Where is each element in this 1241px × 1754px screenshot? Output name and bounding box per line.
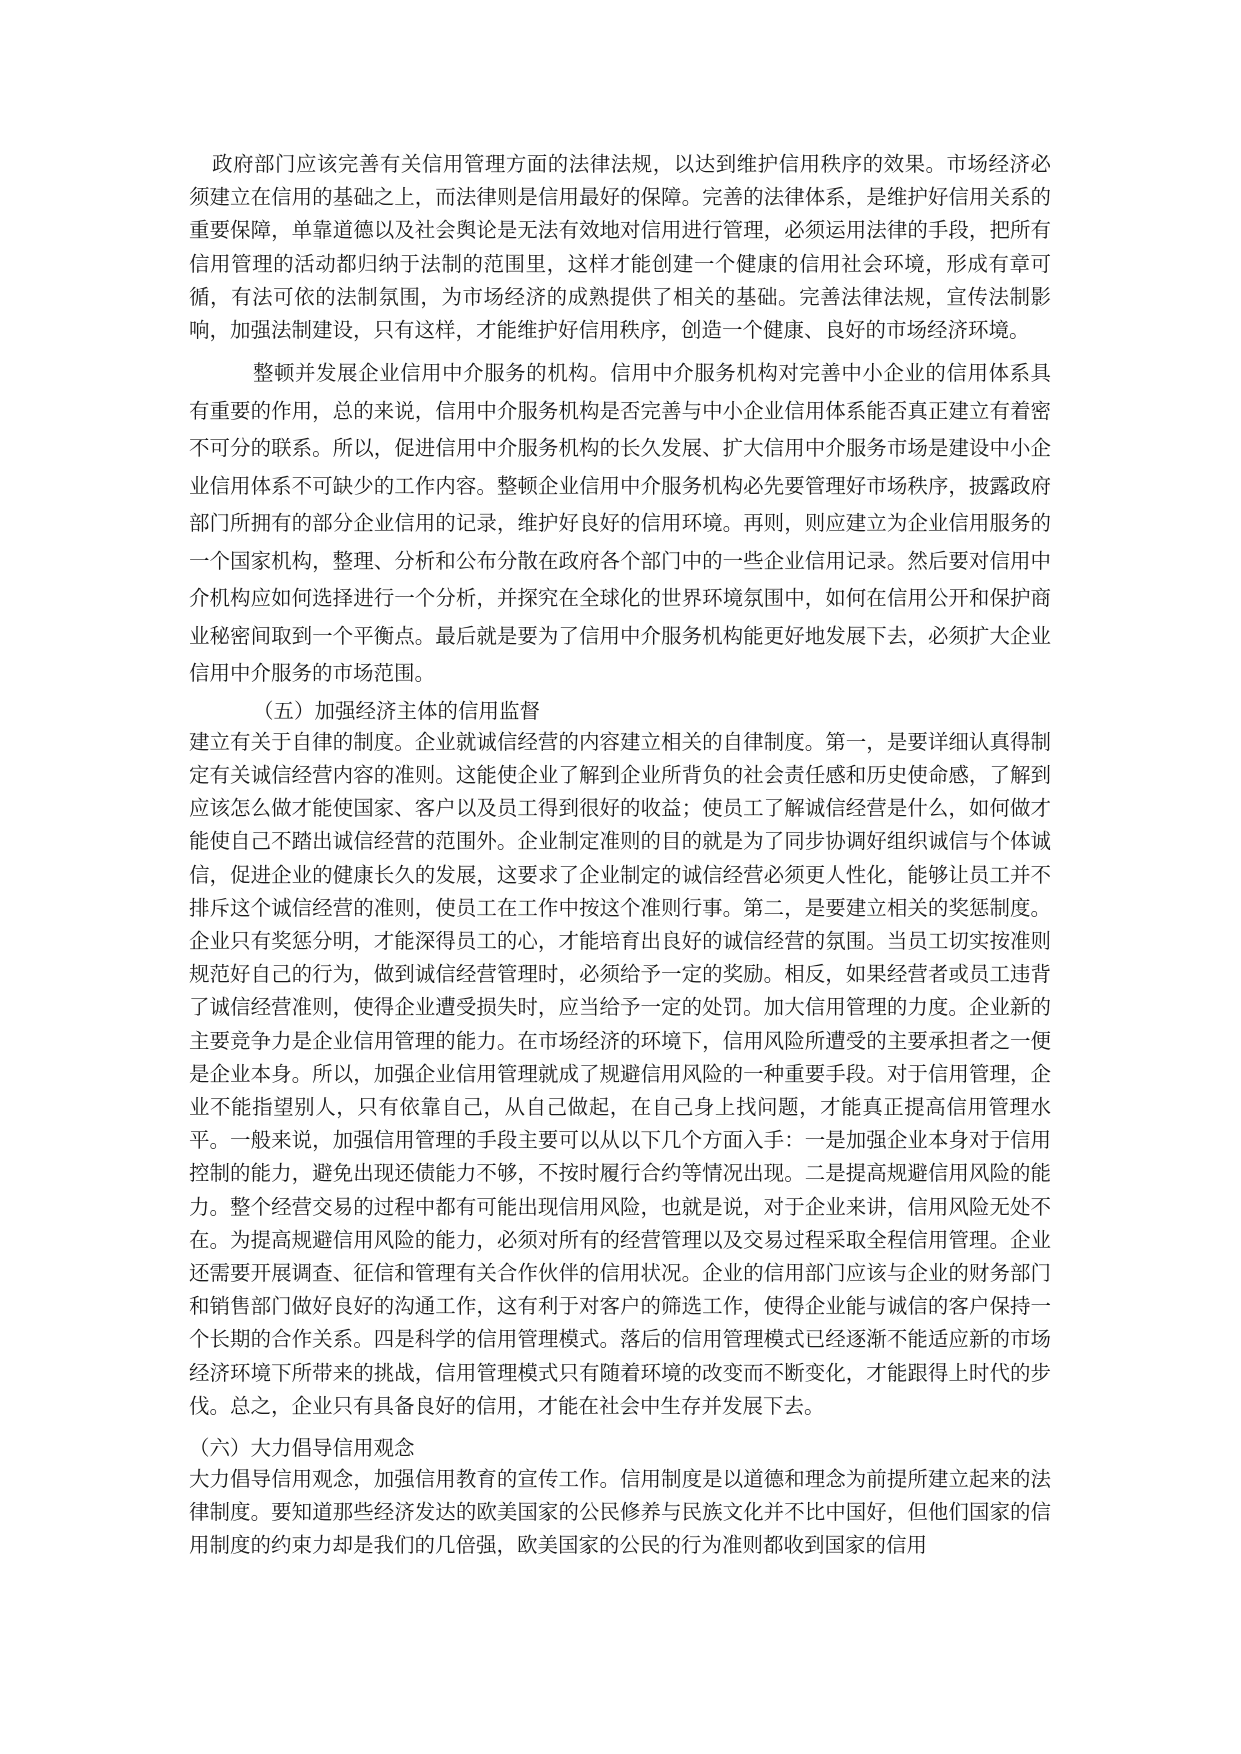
section-heading-6: （六）大力倡导信用观念 xyxy=(189,1435,415,1460)
paragraph-self-discipline: 建立有关于自律的制度。企业就诚信经营的内容建立相关的自律制度。第一，是要详细认真得制定有关诚信经营内容的准则。这能使企业了解到企业所背负的社会责任感和历史使命感，了解到应该怎么做才能使国家、客户以及员工得到很好的收益；使员工了解诚信经营是什么，如何做才能使自己不踏出诚信经营的范围外。企业制定准则的目的就是为了同步协调好组织诚信与个体诚信，促进企业的健康长久的发展，这要求了企业制定的诚信经营必须更人性化，能够让员工并不排斥这个诚信经营的准则，使员工在工作中按这个准则行事。第二，是要建立相关的奖惩制度。企业只有奖惩分明，才能深得员工的心，才能培育出良好的诚信经营的氛围。当员工切实按准则规范好自己的行为，做到诚信经营管理时，必须给予一定的奖励。相反，如果经营者或员工违背了诚信经营准则，使得企业遭受损失时，应当给予一定的处罚。加大信用管理的力度。企业新的主要竞争力是企业信用管理的能力。在市场经济的环境下，信用风险所遭受的主要承担者之一便是企业本身。所以，加强企业信用管理就成了规避信用风险的一种重要手段。对于信用管理，企业不能指望别人，只有依靠自己，从自己做起，在自己身上找问题，才能真正提高信用管理水平。一般来说，加强信用管理的手段主要可以从以下几个方面入手：一是加强企业本身对于信用控制的能力，避免出现还债能力不够，不按时履行合约等情况出现。二是提高规避信用风险的能力。整个经营交易的过程中都有可能出现信用风险，也就是说，对于企业来讲，信用风险无处不在。为提高规避信用风险的能力，必须对所有的经营管理以及交易过程采取全程信用管理。企业还需要开展调查、征信和管理有关合作伙伴的信用状况。企业的信用部门应该与企业的财务部门和销售部门做好良好的沟通工作，这有利于对客户的筛选工作，使得企业能与诚信的客户保持一个长期的合作关系。四是科学的信用管理模式。落后的信用管理模式已经逐渐不能适应新的市场经济环境下所带来的挑战，信用管理模式只有随着环境的改变而不断变化，才能跟得上时代的步伐。总之，企业只有具备良好的信用，才能在社会中生存并发展下去。 xyxy=(189,729,1051,1418)
paragraph-credit-concept: 大力倡导信用观念，加强信用教育的宣传工作。信用制度是以道德和理念为前提所建立起来的法律制度。要知道那些经济发达的欧美国家的公民修养与民族文化并不比中国好，但他们国家的信用制度的约束力却是我们的几倍强，欧美国家的公民的行为准则都收到国家的信用 xyxy=(189,1466,1051,1558)
paragraph-credit-intermediary: 整顿并发展企业信用中介服务的机构。信用中介服务机构对完善中小企业的信用体系具有重要的作用，总的来说，信用中介服务机构是否完善与中小企业信用体系能否真正建立有着密不可分的联系。所以，促进信用中介服务机构的长久发展、扩大信用中介服务市场是建设中小企业信用体系不可缺少的工作内容。整顿企业信用中介服务机构必先要管理好市场秩序，披露政府部门所拥有的部分企业信用的记录，维护好良好的信用环境。再则，则应建立为企业信用服务的一个国家机构，整理、分析和公布分散在政府各个部门中的一些企业信用记录。然后要对信用中介机构应如何选择进行一个分析，并探究在全球化的世界环境氛围中，如何在信用公开和保护商业秘密间取到一个平衡点。最后就是要为了信用中介服务机构能更好地发展下去，必须扩大企业信用中介服务的市场范围。 xyxy=(189,361,1051,686)
paragraph-legal-framework: 政府部门应该完善有关信用管理方面的法律法规，以达到维护信用秩序的效果。市场经济必须建立在信用的基础之上，而法律则是信用最好的保障。完善的法律体系，是维护好信用关系的重要保障，单靠道德以及社会舆论是无法有效地对信用进行管理，必须运用法律的手段，把所有信用管理的活动都归纳于法制的范围里，这样才能创建一个健康的信用社会环境，形成有章可循，有法可依的法制氛围，为市场经济的成熟提供了相关的基础。完善法律法规，宣传法制影响，加强法制建设，只有这样，才能维护好信用秩序，创造一个健康、良好的市场经济环境。 xyxy=(189,152,1051,343)
section-heading-5: （五）加强经济主体的信用监督 xyxy=(253,698,540,723)
document-body xyxy=(189,148,1051,1563)
